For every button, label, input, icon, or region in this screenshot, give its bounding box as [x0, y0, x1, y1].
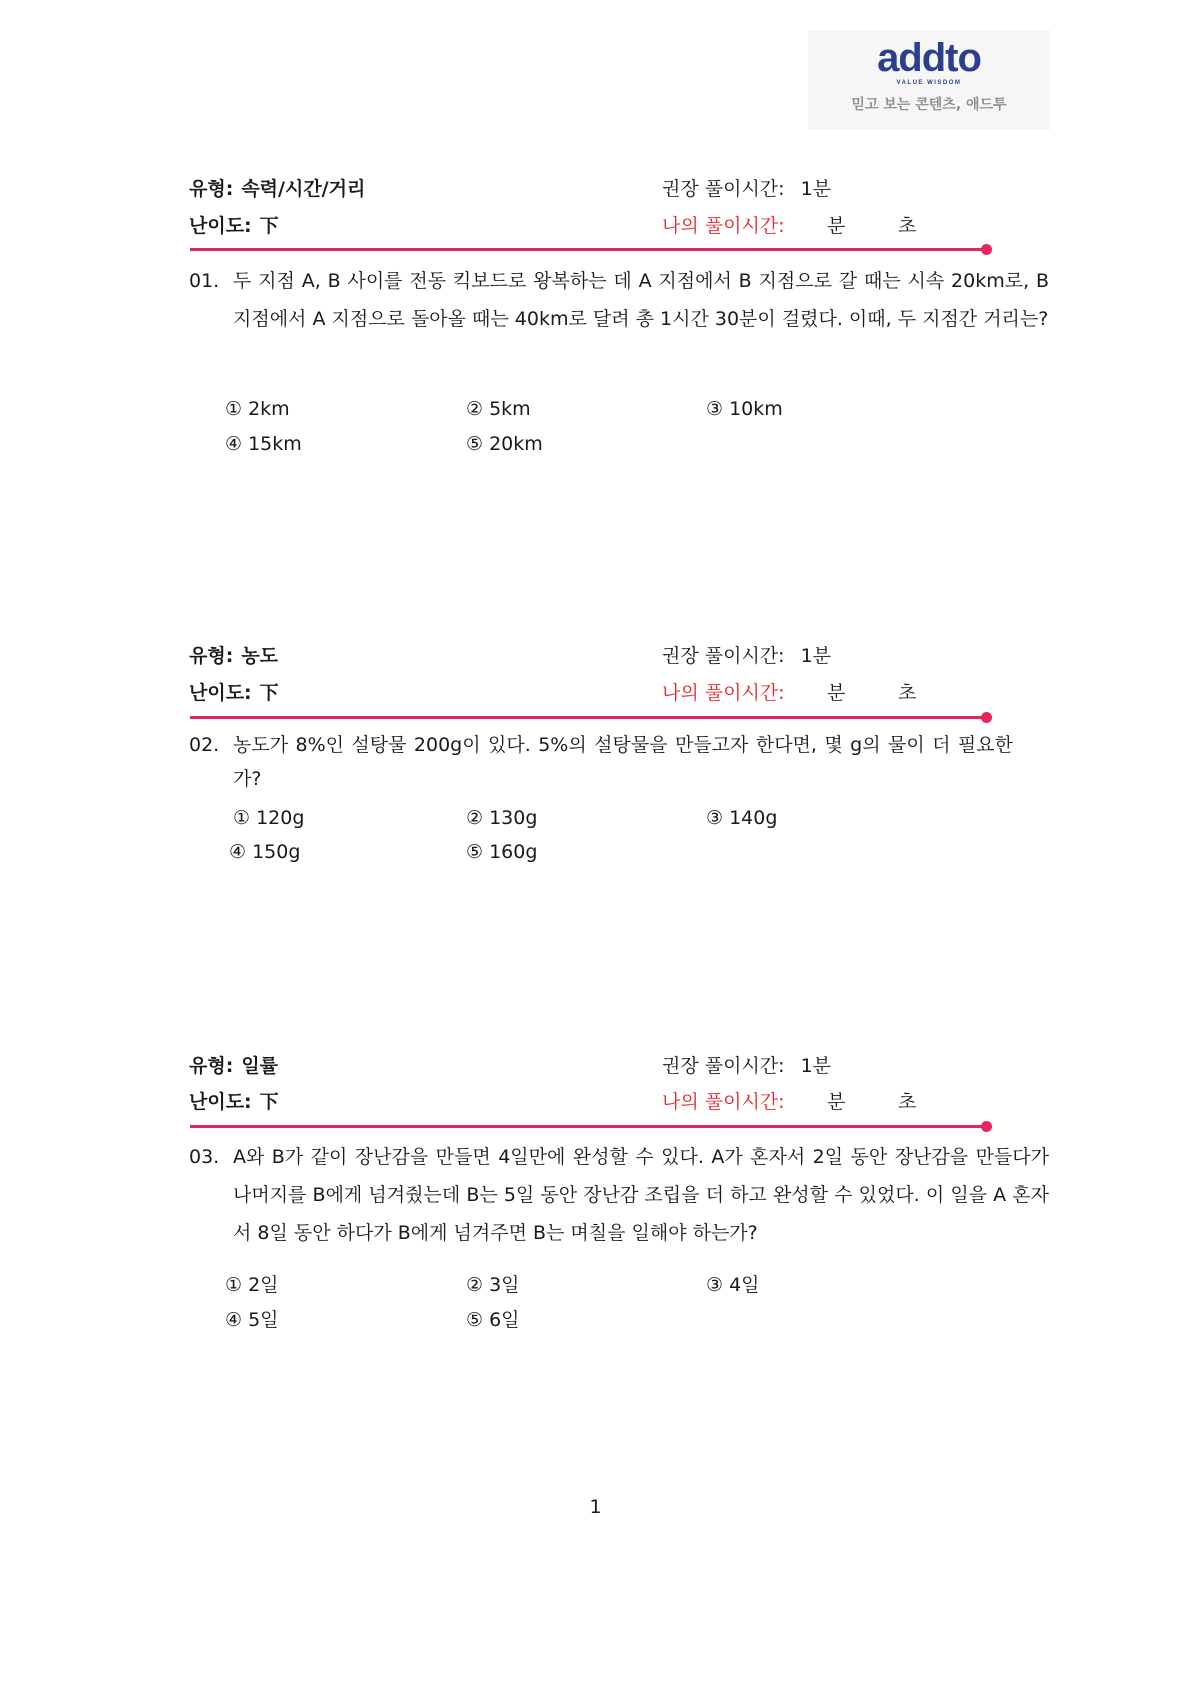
q2-my-time-label: 나의 풀이시간: [662, 682, 785, 704]
q2-recommended-label: 권장 풀이시간: [662, 645, 785, 667]
q3-divider-dot [981, 1121, 992, 1132]
q2-option-3[interactable]: ③ 140g [706, 807, 778, 829]
q1-question-text: 두 지점 A, B 사이를 전동 킥보드로 왕복하는 데 A 지점에서 B 지점으로 갈 때는 시속 20km로, B 지점에서 A 지점으로 돌아올 때는 40km로 달려 총 1시간 30분이 걸렸다. 이때, 두 지점간 거리는? [233, 270, 1049, 330]
q2-option-5[interactable]: ⑤ 160g [466, 841, 538, 863]
q1-my-time [662, 214, 962, 238]
q1-option-3[interactable]: ③ 10km [706, 398, 783, 420]
q1-number: 01. [189, 270, 220, 292]
q3-second-label: 초 [898, 1091, 917, 1113]
q3-divider [190, 1125, 986, 1128]
q2-difficulty-label: 난이도: [189, 682, 252, 704]
q3-difficulty-value: 下 [259, 1091, 279, 1113]
q1-difficulty-value: 下 [259, 215, 279, 237]
q2-option-4[interactable]: ④ 150g [229, 841, 301, 863]
q3-question-text: A와 B가 같이 장난감을 만들면 4일만에 완성할 수 있다. A가 혼자서 2일 동안 장난감을 만들다가 나머지를 B에게 넘겨줬는데 B는 5일 동안 장난감 조립을 더 하고 완성할 수 있었다. 이 일을 A 혼자서 8일 동안 하다가 B에게 넘겨주면 B는 며칠을 일해야 하는가? [233, 1146, 1049, 1244]
q2-type-row [189, 644, 278, 668]
q3-my-time [662, 1090, 962, 1114]
q2-my-time [662, 681, 962, 705]
q2-second-label: 초 [898, 682, 917, 704]
q3-option-1[interactable]: ① 2일 [225, 1274, 279, 1296]
q1-my-time-label: 나의 풀이시간: [662, 215, 785, 237]
q3-recommended-value: 1분 [800, 1055, 832, 1077]
q3-option-5[interactable]: ⑤ 6일 [466, 1309, 520, 1331]
q1-difficulty-label: 난이도: [189, 215, 252, 237]
q3-difficulty-label: 난이도: [189, 1091, 252, 1113]
q2-option-2[interactable]: ② 130g [466, 807, 538, 829]
q2-type-label: 유형: [189, 645, 234, 667]
logo-subline: VALUE WISDOM [896, 80, 962, 86]
q1-recommended-time [662, 177, 831, 201]
q3-recommended-label: 권장 풀이시간: [662, 1055, 785, 1077]
q1-second-label: 초 [898, 215, 917, 237]
q2-question-text: 농도가 8%인 설탕물 200g이 있다. 5%의 설탕물을 만들고자 한다면, 몇 g의 물이 더 필요한가? [233, 734, 1013, 790]
q3-number: 03. [189, 1146, 220, 1168]
q3-option-4[interactable]: ④ 5일 [225, 1309, 279, 1331]
q3-type-label: 유형: [189, 1055, 234, 1077]
q1-type-value: 속력/시간/거리 [241, 178, 366, 200]
q3-type-row [189, 1054, 278, 1078]
q3-difficulty-row [189, 1090, 279, 1114]
addto-logo [808, 30, 1050, 130]
logo-tagline: 믿고 보는 콘텐츠, 애드투 [851, 97, 1007, 113]
q1-divider [190, 248, 986, 251]
q1-option-4[interactable]: ④ 15km [225, 433, 302, 455]
q2-difficulty-row [189, 681, 279, 705]
q2-option-1[interactable]: ① 120g [233, 807, 305, 829]
q3-option-3[interactable]: ③ 4일 [706, 1274, 760, 1296]
q2-difficulty-value: 下 [259, 682, 279, 704]
q1-type-label: 유형: [189, 178, 234, 200]
q3-type-value: 일률 [241, 1055, 279, 1077]
logo-wordmark: addto [877, 36, 981, 80]
q2-number: 02. [189, 734, 220, 756]
q1-recommended-value: 1분 [800, 178, 832, 200]
q1-option-2[interactable]: ② 5km [466, 398, 531, 420]
q2-minute-label: 분 [827, 682, 846, 704]
q2-recommended-time [662, 644, 831, 668]
q2-divider [190, 716, 986, 719]
q2-recommended-value: 1분 [800, 645, 832, 667]
q3-recommended-time [662, 1054, 831, 1078]
q1-option-5[interactable]: ⑤ 20km [466, 433, 543, 455]
page-number: 1 [589, 1496, 602, 1518]
q1-recommended-label: 권장 풀이시간: [662, 178, 785, 200]
q1-difficulty-row [189, 214, 279, 238]
q2-divider-dot [981, 712, 992, 723]
q2-type-value: 농도 [241, 645, 279, 667]
q1-type-row [189, 177, 365, 201]
q3-my-time-label: 나의 풀이시간: [662, 1091, 785, 1113]
q1-minute-label: 분 [827, 215, 846, 237]
q1-divider-dot [981, 244, 992, 255]
q3-option-2[interactable]: ② 3일 [466, 1274, 520, 1296]
q3-minute-label: 분 [827, 1091, 846, 1113]
q1-option-1[interactable]: ① 2km [225, 398, 290, 420]
